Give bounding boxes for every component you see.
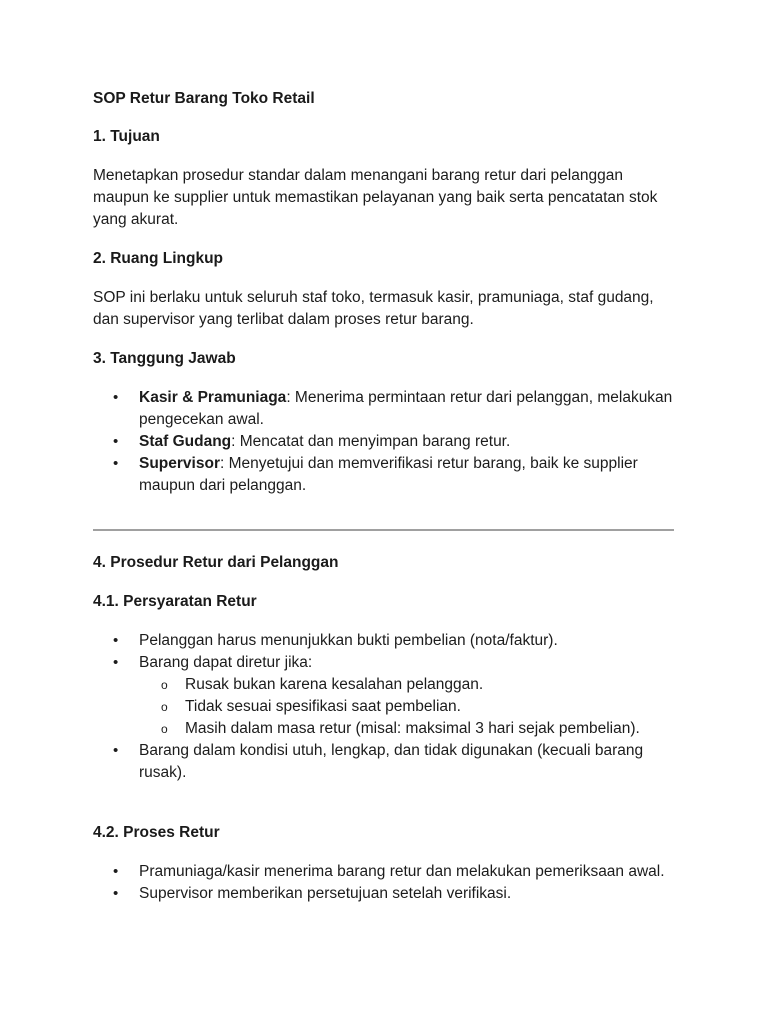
section-3-heading: 3. Tanggung Jawab xyxy=(93,350,236,367)
document-title: SOP Retur Barang Toko Retail xyxy=(93,90,315,107)
section-2-heading: 2. Ruang Lingkup xyxy=(93,250,224,267)
list-item: • Barang dalam kondisi utuh, lengkap, dan tidak digunakan (kecuali barang rusak). xyxy=(93,740,679,784)
list-item: • Pramuniaga/kasir menerima barang retur dan melakukan pemeriksaan awal. xyxy=(93,861,679,883)
list-item xyxy=(93,387,679,431)
horizontal-divider xyxy=(93,529,674,531)
responsibility-list xyxy=(93,387,679,497)
process-list xyxy=(93,861,679,905)
role-description: : Menyetujui dan memverifikasi retur barang, baik ke supplier maupun dari pelanggan. xyxy=(139,455,638,494)
list-item: • Supervisor memberikan persetujuan setelah verifikasi. xyxy=(93,883,679,905)
list-item xyxy=(93,453,679,497)
role-label: Supervisor xyxy=(139,455,220,472)
sub-list-item: o Rusak bukan karena kesalahan pelanggan. xyxy=(93,674,695,696)
role-description: : Mencatat dan menyimpan barang retur. xyxy=(231,433,511,450)
role-label: Staf Gudang xyxy=(139,433,232,450)
role-label: Kasir & Pramuniaga xyxy=(139,389,287,406)
section-2-text: SOP ini berlaku untuk seluruh staf toko, termasuk kasir, pramuniaga, staf gudang, dan supervisor yang terlibat dalam proses retur barang. xyxy=(93,289,654,328)
section-4-heading: 4. Prosedur Retur dari Pelanggan xyxy=(93,554,339,571)
section-4-1-heading: 4.1. Persyaratan Retur xyxy=(93,593,257,610)
list-item xyxy=(93,431,679,453)
role-description: : Menerima permintaan retur dari pelanggan, melakukan pengecekan awal. xyxy=(139,389,673,428)
section-1-heading: 1. Tujuan xyxy=(93,128,160,145)
list-item: • Pelanggan harus menunjukkan bukti pembelian (nota/faktur). xyxy=(93,630,679,652)
list-item: • Barang dapat diretur jika: xyxy=(93,652,679,674)
sub-list-item: o Tidak sesuai spesifikasi saat pembelian. xyxy=(93,696,695,718)
section-1-text: Menetapkan prosedur standar dalam menangani barang retur dari pelanggan maupun ke supplier untuk memastikan pelayanan yang baik serta pencatatan stok yang akurat. xyxy=(93,167,658,228)
requirements-list xyxy=(93,630,695,784)
sub-list-item: o Masih dalam masa retur (misal: maksimal 3 hari sejak pembelian). xyxy=(93,718,695,740)
section-4-2-heading: 4.2. Proses Retur xyxy=(93,824,220,841)
